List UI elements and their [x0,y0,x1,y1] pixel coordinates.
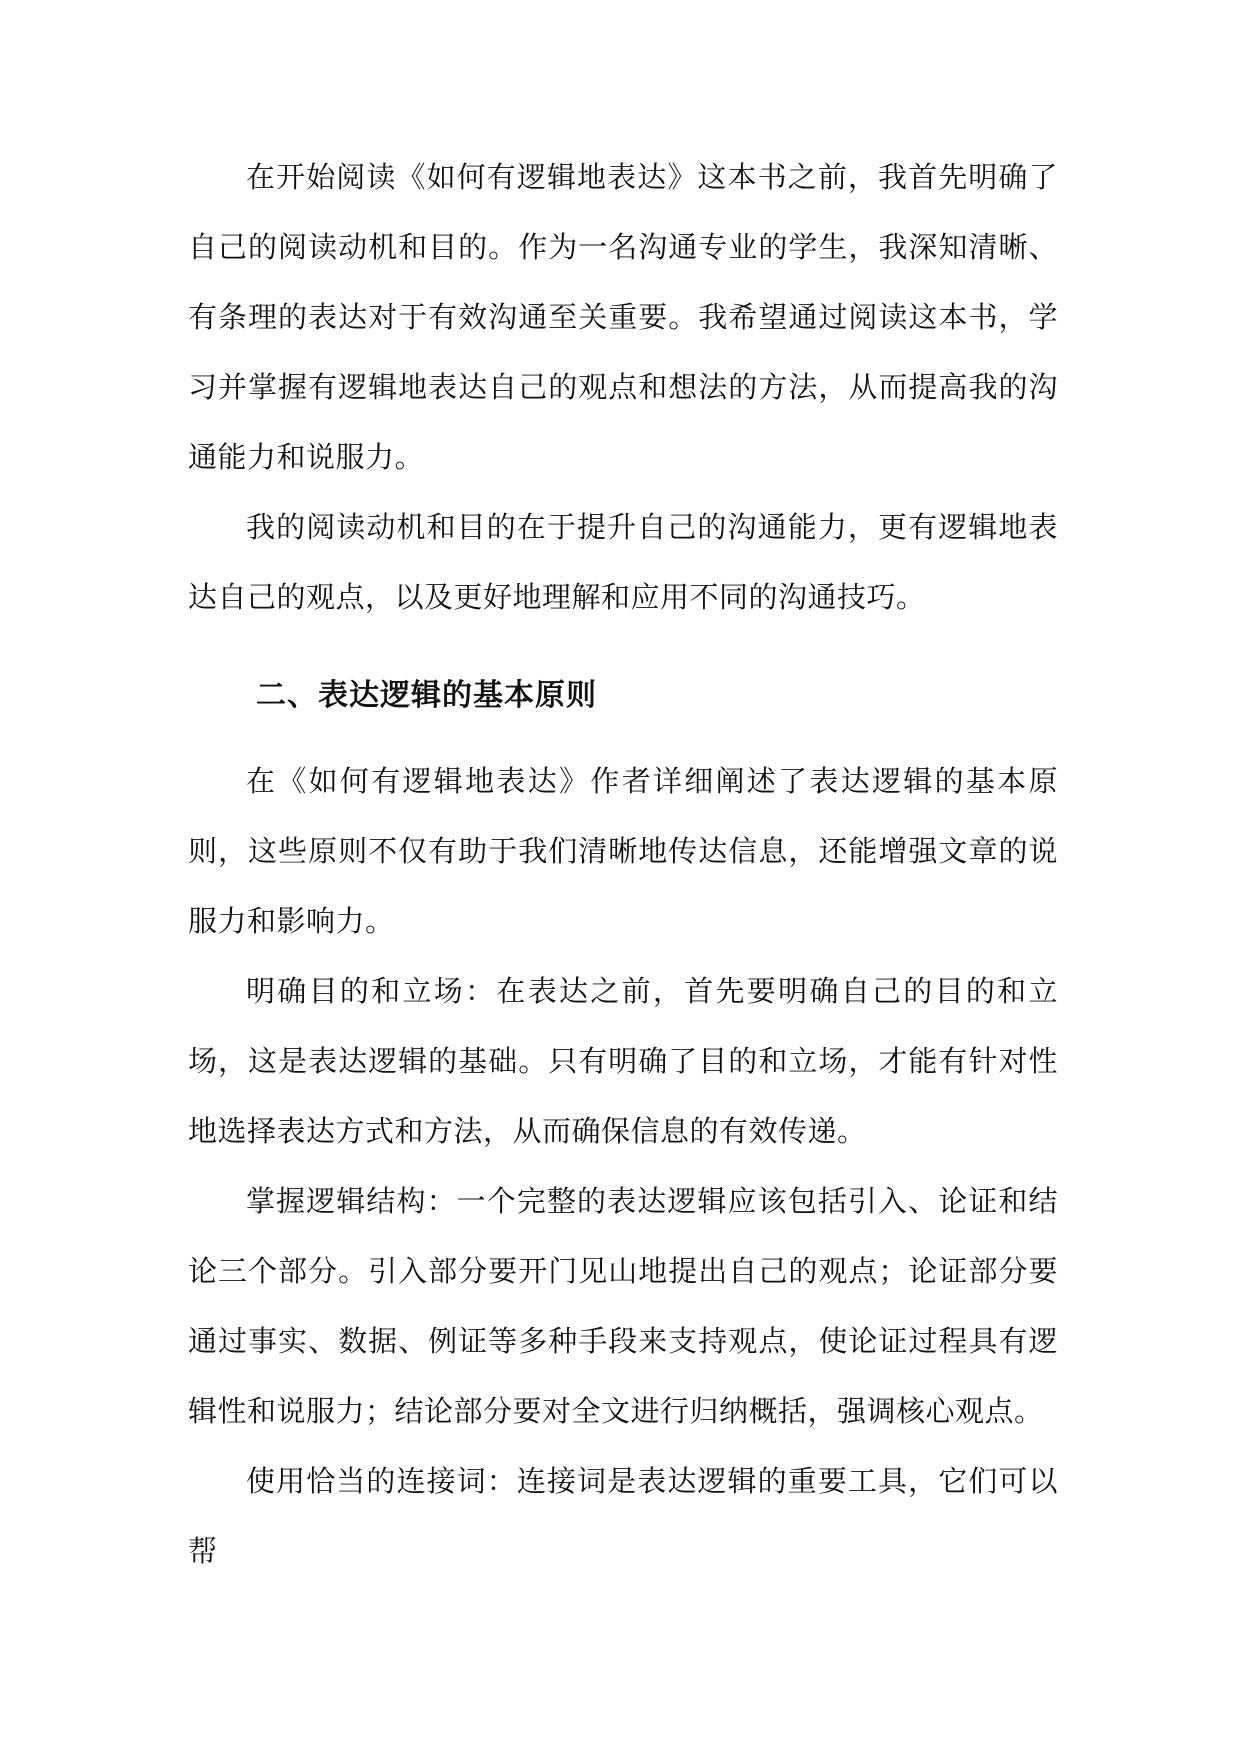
paragraph-connectives: 使用恰当的连接词：连接词是表达逻辑的重要工具，它们可以帮 [188,1464,1058,1568]
document-body [188,142,1058,1586]
paragraph-section-intro: 在《如何有逻辑地表达》作者详细阐述了表达逻辑的基本原则，这些原则不仅有助于我们清晰地传达信息，还能增强文章的说服力和影响力。 [188,764,1058,938]
paragraph-reading-purpose: 我的阅读动机和目的在于提升自己的沟通能力，更有逻辑地表达自己的观点，以及更好地理解和应用不同的沟通技巧。 [188,510,1058,614]
paragraph-clear-purpose: 明确目的和立场：在表达之前，首先要明确自己的目的和立场，这是表达逻辑的基础。只有明确了目的和立场，才能有针对性地选择表达方式和方法，从而确保信息的有效传递。 [188,974,1058,1148]
paragraph-reading-motivation: 在开始阅读《如何有逻辑地表达》这本书之前，我首先明确了自己的阅读动机和目的。作为一名沟通专业的学生，我深知清晰、有条理的表达对于有效沟通至关重要。我希望通过阅读这本书，学习并掌握有逻辑地表达自己的观点和想法的方法，从而提高我的沟通能力和说服力。 [188,160,1058,474]
section-heading: 二、表达逻辑的基本原则 [256,678,597,713]
paragraph-logic-structure: 掌握逻辑结构：一个完整的表达逻辑应该包括引入、论证和结论三个部分。引入部分要开门见山地提出自己的观点；论证部分要通过事实、数据、例证等多种手段来支持观点，使论证过程具有逻辑性和说服力；结论部分要对全文进行归纳概括，强调核心观点。 [188,1184,1058,1428]
